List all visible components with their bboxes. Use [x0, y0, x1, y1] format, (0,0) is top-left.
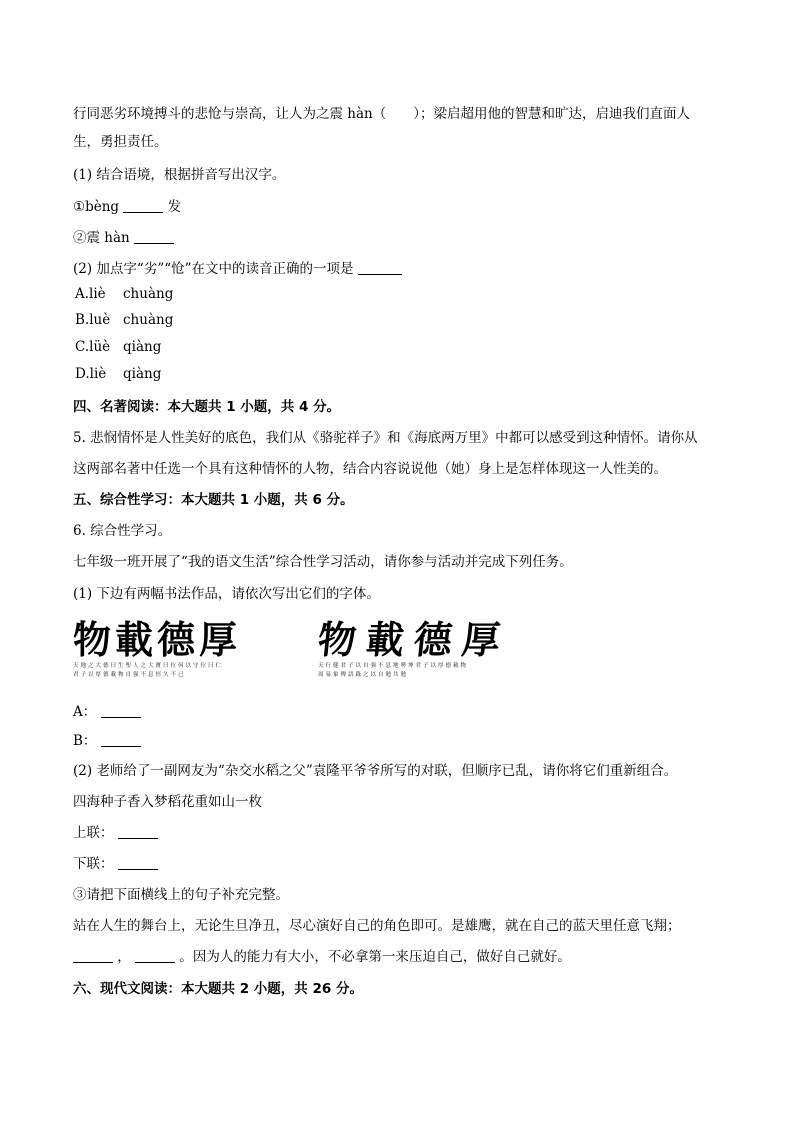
option-reading: qiàng: [123, 339, 162, 355]
lower-label: 下联：: [73, 856, 114, 872]
q3-item-1: [73, 197, 181, 217]
option-letter: B.luè: [75, 312, 111, 328]
option-c[interactable]: [75, 337, 161, 357]
option-a[interactable]: [75, 284, 173, 304]
section-rule: 本大题共 2 小题，共 26 分。: [181, 981, 363, 997]
answer-blank[interactable]: [101, 703, 141, 718]
q6-sub-3: ③请把下面横线上的句子补充完整。: [73, 887, 289, 903]
calligraphy-a-title: 物載德厚: [73, 617, 242, 662]
q3-item-2: [73, 228, 174, 248]
calligraphy-b-inscription: 天行健君子以自强不息地勢坤君子以厚德載物: [318, 663, 469, 669]
q3-line-1: 行同恶劣环境搏斗的悲怆与崇高，让人为之震 hàn（ ）；梁启超用他的智慧和旷达，启迪我们直面人: [73, 106, 690, 122]
calligraphy-b: [315, 618, 513, 680]
calligraphy-b-inscription: 周易象傳語錄之以自勉共勉: [318, 672, 409, 678]
item-1-prefix: ①bèng: [73, 199, 120, 215]
q5-line-1: 5. 悲悯情怀是人性美好的底色，我们从《骆驼祥子》和《海底两万里》中都可以感受到这种情怀。请你从: [73, 430, 698, 446]
option-d[interactable]: [75, 364, 161, 384]
q5-line-2: 这两部名著中任选一个具有这种情怀的人物，结合内容说说他（她）身上是怎样体现这一人性美的。: [73, 461, 667, 477]
answer-blank[interactable]: [358, 260, 402, 275]
option-reading: qiàng: [123, 366, 162, 382]
item-1-suffix: 发: [167, 199, 182, 215]
section-prefix: 六、现代文阅读：: [73, 981, 181, 997]
q6-intro: 七年级一班开展了“我的语文生活”综合性学习活动，请你参与活动并完成下列任务。: [73, 554, 573, 570]
option-letter: C.lüè: [75, 339, 111, 355]
answer-blank[interactable]: [118, 855, 158, 870]
upper-couplet-row: [73, 823, 158, 843]
q6-sub-1: (1) 下边有两幅书法作品，请依次写出它们的字体。: [73, 586, 380, 602]
upper-label: 上联：: [73, 825, 114, 841]
scrambled-couplet: 四海种子香入梦稻花重如山一枚: [73, 794, 262, 810]
answer-blank[interactable]: [134, 229, 174, 244]
sentence-line-1: 站在人生的舞台上，无论生旦净丑，尽心演好自己的角色即可。是雄鹰，就在自己的蓝天里任意飞翔；: [73, 918, 681, 934]
section-5-heading: [73, 490, 354, 510]
answer-a-row: [73, 702, 141, 722]
answer-blank[interactable]: [101, 732, 141, 747]
calligraphy-a: [73, 618, 241, 680]
q3-line-2: 生，勇担责任。: [73, 134, 168, 150]
option-b[interactable]: [75, 310, 173, 330]
answer-blank[interactable]: [118, 824, 158, 839]
comma: ，: [117, 949, 131, 965]
section-prefix: 四、名著阅读：: [73, 399, 168, 415]
section-prefix: 五、综合性学习：: [73, 492, 181, 508]
section-6-heading: [73, 979, 363, 999]
option-letter: D.liè: [75, 366, 107, 382]
section-rule: 本大题共 1 小题，共 4 分。: [167, 399, 341, 415]
calligraphy-a-inscription: 君子以厚德載物自强不息恒久不已: [73, 672, 186, 678]
sentence-line-2: [73, 947, 571, 967]
answer-blank[interactable]: [123, 198, 163, 213]
answer-b-row: [73, 731, 141, 751]
option-reading: chuàng: [123, 312, 174, 328]
answer-blank[interactable]: [135, 948, 175, 963]
item-2-prefix: ②震 hàn: [73, 230, 130, 246]
section-4-heading: [73, 397, 340, 417]
option-reading: chuàng: [123, 286, 174, 302]
calligraphy-b-title: 物載德厚: [315, 618, 513, 662]
section-rule: 本大题共 1 小题，共 6 分。: [181, 492, 354, 508]
sentence-tail: 。因为人的能力有大小，不必拿第一来压迫自己，做好自己就好。: [179, 949, 571, 965]
answer-blank[interactable]: [73, 948, 113, 963]
q6-sub-2: (2) 老师给了一副网友为“杂交水稻之父”袁隆平爷爷所写的对联，但顺序已乱，请你将它们重新组合。: [73, 763, 678, 779]
q3-sub-1: (1) 结合语境，根据拼音写出汉字。: [73, 167, 286, 183]
label-a: A：: [73, 704, 97, 720]
label-b: B：: [73, 733, 97, 749]
q6-title: 6. 综合性学习。: [73, 523, 172, 539]
sub-2-text: (2) 加点字“劣”“怆”在文中的读音正确的一项是: [73, 261, 354, 277]
calligraphy-a-inscription: 天地之大德曰生聖人之大寶曰位何以守位曰仁: [73, 663, 224, 669]
lower-couplet-row: [73, 854, 158, 874]
option-letter: A.liè: [75, 286, 106, 302]
q3-sub-2: [73, 259, 402, 279]
